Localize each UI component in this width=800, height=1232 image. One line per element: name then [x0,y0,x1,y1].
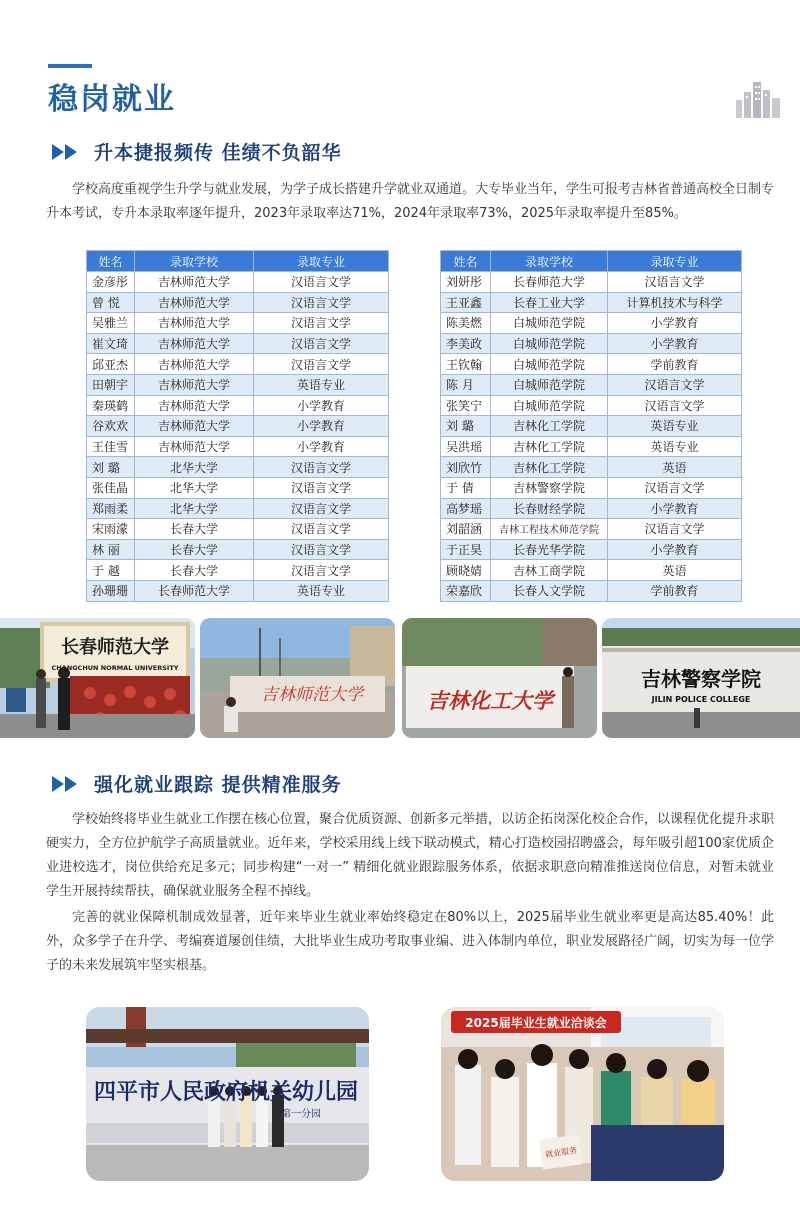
column-header-major: 录取专业 [254,251,389,272]
cell-major: 小学教育 [254,416,389,437]
cell-name: 王佳雪 [87,436,135,457]
cell-major: 汉语言文学 [254,519,389,540]
admission-table-left [86,250,389,602]
cell-major: 计算机技术与科学 [608,292,742,313]
photo-jilin-normal-university [200,618,395,738]
cell-school: 长春大学 [135,519,254,540]
cell-school: 长春财经学院 [491,498,608,519]
cell-name: 于 倩 [441,477,491,498]
table-row [87,560,389,581]
photo-changchun-normal-university [0,618,195,738]
cell-name: 刘欣竹 [441,457,491,478]
table-row [87,272,389,293]
cell-major: 小学教育 [608,539,742,560]
cell-major: 英语专业 [254,580,389,601]
cell-major: 汉语言文学 [254,539,389,560]
cell-name: 吴雅兰 [87,313,135,334]
section-header-promotion [52,138,342,165]
table-row [441,457,742,478]
photo-jilin-police-college [602,618,800,738]
cell-school: 吉林师范大学 [135,374,254,395]
cell-name: 李美政 [441,333,491,354]
cell-school: 长春大学 [135,539,254,560]
cell-major: 学前教育 [608,354,742,375]
table-row [441,560,742,581]
cell-major: 学前教育 [608,580,742,601]
cell-name: 金彦彤 [87,272,135,293]
cell-name: 秦瑛鹤 [87,395,135,416]
double-arrow-icon [52,143,80,161]
cell-major: 英语专业 [254,374,389,395]
sign-text-cn: 吉林化工大学 [427,688,553,713]
table-row [87,519,389,540]
cell-name: 张笑宁 [441,395,491,416]
cell-school: 北华大学 [135,498,254,519]
photo-jilin-chemical-university [402,618,597,738]
card-text: 就业服务 [544,1145,578,1160]
cell-name: 王钦翰 [441,354,491,375]
cell-name: 顾晓婧 [441,560,491,581]
cell-school: 白城师范学院 [491,395,608,416]
cell-major: 汉语言文学 [608,374,742,395]
employment-paragraph-2: 完善的就业保障机制成效显著，近年来毕业生就业率始终稳定在80%以上，2025届毕业生就业率更是高达85.40%！此外，众多学子在升学、考编赛道屡创佳绩，大批毕业生成功考取事业编、进入体制内单位，职业发展路径广阔，切实为每一位学子的未来发展筑牢坚实根基。 [46,910,775,973]
cell-school: 北华大学 [135,477,254,498]
cell-major: 汉语言文学 [254,292,389,313]
cell-school: 长春光华学院 [491,539,608,560]
cell-major: 汉语言文学 [608,477,742,498]
cell-school: 长春人文学院 [491,580,608,601]
table-row [87,292,389,313]
table-row [87,395,389,416]
photo-siping-kindergarten [86,1007,369,1181]
sign-text-cn: 四平市人民政府机关幼儿园 [93,1080,359,1105]
section-title-promotion: 升本捷报频传 佳绩不负韶华 [94,142,342,164]
column-header-name: 姓名 [87,251,135,272]
cell-school: 吉林师范大学 [135,272,254,293]
cell-name: 郑雨柔 [87,498,135,519]
cell-name: 刘 璐 [87,457,135,478]
employment-paragraph-1: 学校始终将毕业生就业工作摆在核心位置，聚合优质资源、创新多元举措，以访企拓岗深化校企合作，以课程优化提升求职硬实力，全方位护航学子高质量就业。近年来，学校采用线上线下联动模式，精心打造校园招聘盛会，每年吸引超100家优质企业进校选才，岗位供给充足多元；同步构建“一对一” 精细化就业跟踪服务体系，依据求职意向精准推送岗位信息，对暂未就业学生开展持续帮扶，确保就业服务全程不掉线。 [46,812,775,899]
table-row [87,477,389,498]
column-header-school: 录取学校 [135,251,254,272]
table-row [87,580,389,601]
table-row [87,498,389,519]
cell-major: 小学教育 [608,313,742,334]
cell-major: 汉语言文学 [254,560,389,581]
table-row [441,272,742,293]
cell-major: 汉语言文学 [254,457,389,478]
sign-text-cn: 吉林师范大学 [261,685,363,705]
table-row [441,519,742,540]
sign-text-cn: 吉林警察学院 [641,667,761,691]
cell-school: 白城师范学院 [491,313,608,334]
cell-school: 吉林警察学院 [491,477,608,498]
cell-major: 英语专业 [608,436,742,457]
cell-school: 吉林师范大学 [135,333,254,354]
column-header-name: 姓名 [441,251,491,272]
cell-major: 汉语言文学 [254,498,389,519]
sign-text-en: CHANGCHUN NORMAL UNIVERSITY [51,664,179,672]
cell-school: 白城师范学院 [491,354,608,375]
table-row [87,333,389,354]
cell-school: 吉林师范大学 [135,313,254,334]
cell-name: 刘妍彤 [441,272,491,293]
table-row [441,477,742,498]
table-row [87,436,389,457]
photo-job-fair [441,1007,724,1181]
table-row [441,539,742,560]
cell-major: 汉语言文学 [254,354,389,375]
table-row [441,436,742,457]
cell-name: 崔文琦 [87,333,135,354]
cell-school: 吉林化工学院 [491,416,608,437]
column-header-school: 录取学校 [491,251,608,272]
cell-name: 刘 璐 [441,416,491,437]
cell-school: 北华大学 [135,457,254,478]
cell-school: 长春师范大学 [135,580,254,601]
cell-major: 汉语言文学 [254,477,389,498]
cell-major: 汉语言文学 [608,519,742,540]
cell-major: 汉语言文学 [608,272,742,293]
table-row [441,333,742,354]
table-row [87,374,389,395]
cell-name: 刘韶涵 [441,519,491,540]
cell-school: 吉林师范大学 [135,292,254,313]
cell-name: 宋雨濛 [87,519,135,540]
banner-text: 2025届毕业生就业洽谈会 [465,1016,607,1030]
cell-school: 长春师范大学 [491,272,608,293]
cell-major: 小学教育 [254,395,389,416]
cell-major: 汉语言文学 [254,272,389,293]
sign-text-en: JILIN POLICE COLLEGE [651,695,751,704]
double-arrow-icon [52,775,80,793]
cell-school: 吉林工程技术师范学院 [491,519,608,540]
cell-major: 汉语言文学 [254,313,389,334]
sign-subtext: 第一分园 [281,1109,321,1120]
cell-major: 小学教育 [608,333,742,354]
table-row [441,374,742,395]
table-row [87,354,389,375]
cell-major: 英语 [608,457,742,478]
table-row [441,292,742,313]
cell-school: 吉林工商学院 [491,560,608,581]
admission-table-right [440,250,742,602]
table-row [441,395,742,416]
cell-name: 陈美燃 [441,313,491,334]
cell-name: 邱亚杰 [87,354,135,375]
cell-school: 长春工业大学 [491,292,608,313]
title-accent-bar [48,64,92,68]
cell-name: 孙珊珊 [87,580,135,601]
cell-name: 曾 悦 [87,292,135,313]
table-row [87,313,389,334]
table-row [441,354,742,375]
cell-school: 吉林化工学院 [491,457,608,478]
cell-school: 吉林师范大学 [135,354,254,375]
cell-school: 吉林师范大学 [135,436,254,457]
cell-name: 高梦瑶 [441,498,491,519]
cell-name: 林 丽 [87,539,135,560]
cell-name: 吴洪瑶 [441,436,491,457]
table-row [441,313,742,334]
cell-name: 于正昊 [441,539,491,560]
promotion-paragraph: 学校高度重视学生升学与就业发展，为学子成长搭建升学就业双通道。大专毕业当年，学生可报考吉林省普通高校全日制专升本考试，专升本录取率逐年提升，2023年录取率达71%，2024年录取率73%，2025年录取率提升至85%。 [46,182,775,221]
cell-school: 吉林师范大学 [135,395,254,416]
table-row [441,416,742,437]
table-row [441,580,742,601]
cell-name: 荣嘉欣 [441,580,491,601]
page-title: 稳岗就业 [48,82,176,117]
cell-major: 英语专业 [608,416,742,437]
cell-school: 吉林化工学院 [491,436,608,457]
cell-name: 田朝宇 [87,374,135,395]
cell-major: 小学教育 [254,436,389,457]
cell-school: 长春大学 [135,560,254,581]
cell-name: 张佳晶 [87,477,135,498]
cell-major: 汉语言文学 [254,333,389,354]
cell-major: 小学教育 [608,498,742,519]
cell-name: 于 越 [87,560,135,581]
cell-name: 王亚鑫 [441,292,491,313]
table-row [87,457,389,478]
cell-name: 谷欢欢 [87,416,135,437]
building-skyline-icon [736,78,780,118]
cell-school: 吉林师范大学 [135,416,254,437]
cell-major: 英语 [608,560,742,581]
cell-major: 汉语言文学 [608,395,742,416]
table-row [87,416,389,437]
section-title-employment: 强化就业跟踪 提供精准服务 [94,774,342,796]
table-row [441,498,742,519]
cell-school: 白城师范学院 [491,374,608,395]
table-row [87,539,389,560]
cell-name: 陈 月 [441,374,491,395]
cell-school: 白城师范学院 [491,333,608,354]
sign-text-cn: 长春师范大学 [61,637,169,658]
section-header-employment [52,770,342,797]
column-header-major: 录取专业 [608,251,742,272]
